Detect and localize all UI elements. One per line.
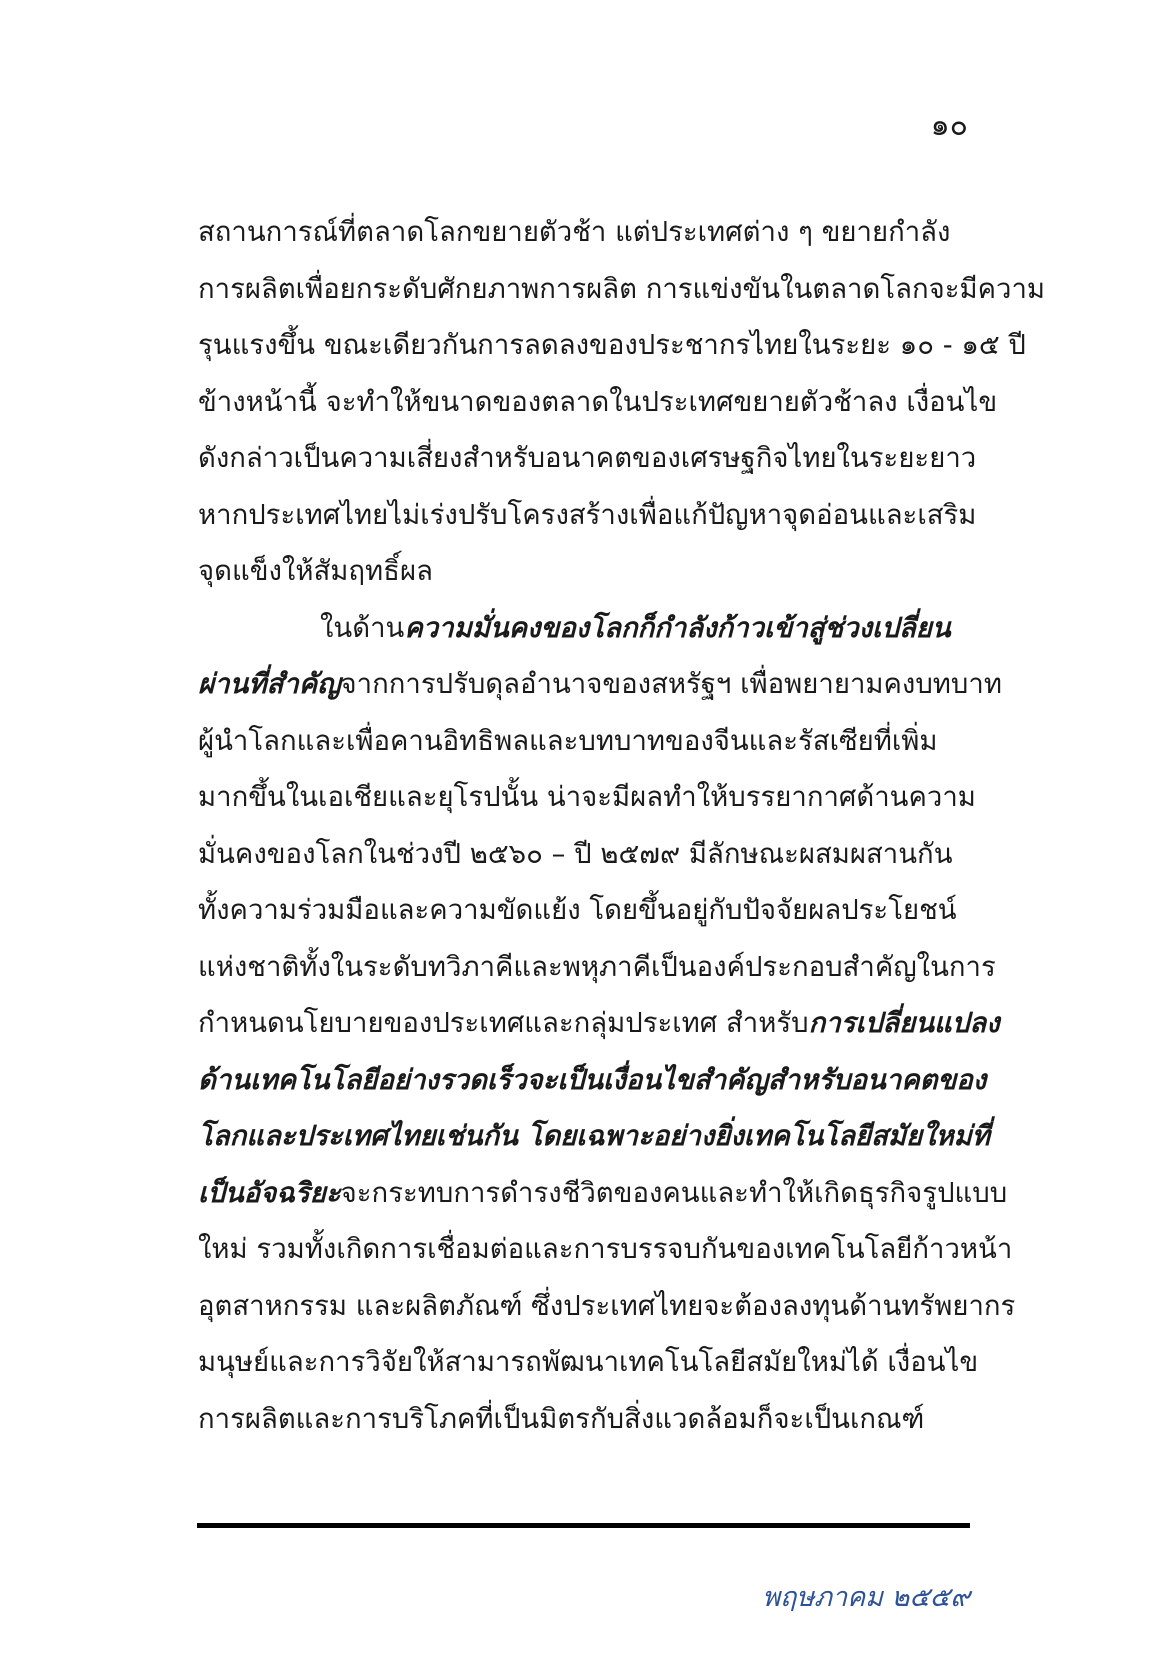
paragraph-2-text: จะกระทบการดำรงชีวิตของคนและทำให้เกิดธุรกิจรูปแบบ — [340, 1176, 1008, 1209]
paragraph-1-line-6: หากประเทศไทยไม่เร่งปรับโครงสร้างเพื่อแก้ปัญหาจุดอ่อนและเสริม — [198, 498, 977, 531]
emphasis-text: ความมั่นคงของโลกก็กำลังก้าวเข้าสู่ช่วงเปลี่ยน — [404, 611, 951, 644]
page-number: ๑๐ — [930, 108, 968, 143]
paragraph-2-line-5: มั่นคงของโลกในช่วงปี ๒๕๖๐ – ปี ๒๕๗๙ มีลักษณะผสมผสานกัน — [198, 837, 953, 870]
paragraph-2-line-11 — [198, 1165, 1008, 1222]
emphasis-text: ผ่านที่สำคัญ — [198, 668, 341, 700]
paragraph-2-text: ในด้าน — [320, 611, 405, 644]
paragraph-1-line-2: การผลิตเพื่อยกระดับศักยภาพการผลิต การแข่งขันในตลาดโลกจะมีความ — [198, 272, 1046, 305]
document-body — [198, 204, 1046, 1447]
footer-divider — [197, 1523, 970, 1528]
paragraph-2-line-10: โลกและประเทศไทยเช่นกัน โดยเฉพาะอย่างยิ่งเทคโนโลยีสมัยใหม่ที่ — [198, 1120, 990, 1152]
paragraph-2-line-6: ทั้งความร่วมมือและความขัดแย้ง โดยขึ้นอยู่กับปัจจัยผลประโยชน์ — [198, 894, 957, 926]
paragraph-1-line-7: จุดแข็งให้สัมฤทธิ์ผล — [198, 555, 433, 587]
paragraph-1-line-1: สถานการณ์ที่ตลาดโลกขยายตัวช้า แต่ประเทศต่าง ๆ ขยายกำลัง — [198, 216, 951, 248]
paragraph-2-line-13: อุตสาหกรรม และผลิตภัณฑ์ ซึ่งประเทศไทยจะต้องลงทุนด้านทรัพยากร — [198, 1289, 1016, 1322]
paragraph-2-line-7: แห่งชาติทั้งในระดับทวิภาคีและพหุภาคีเป็นองค์ประกอบสำคัญในการ — [198, 950, 996, 983]
paragraph-2-line-1 — [198, 600, 969, 657]
paragraph-2-line-2 — [198, 656, 1002, 713]
paragraph-2-line-15: การผลิตและการบริโภคที่เป็นมิตรกับสิ่งแวดล้อมก็จะเป็นเกณฑ์ — [198, 1402, 925, 1435]
paragraph-2-line-3: ผู้นำโลกและเพื่อคานอิทธิพลและบทบาทของจีนและรัสเซียที่เพิ่ม — [198, 724, 938, 757]
emphasis-text: การเปลี่ยนแปลง — [808, 1007, 1000, 1039]
paragraph-2-text: จากการปรับดุลอำนาจของสหรัฐฯ เพื่อพยายามคงบทบาท — [340, 668, 1002, 700]
paragraph-2-line-14: มนุษย์และการวิจัยให้สามารถพัฒนาเทคโนโลยีสมัยใหม่ได้ เงื่อนไข — [198, 1346, 979, 1378]
paragraph-2-line-4: มากขึ้นในเอเชียและยุโรปนั้น น่าจะมีผลทำให้บรรยากาศด้านความ — [198, 781, 976, 813]
paragraph-1-line-3: รุนแรงขึ้น ขณะเดียวกันการลดลงของประชากรไทยในระยะ ๑๐ - ๑๕ ปี — [198, 329, 1026, 361]
paragraph-1-line-5: ดังกล่าวเป็นความเสี่ยงสำหรับอนาคตของเศรษฐกิจไทยในระยะยาว — [198, 442, 977, 474]
footer-date: พฤษภาคม ๒๕๕๙ — [762, 1582, 970, 1613]
paragraph-2-line-8 — [198, 995, 1000, 1052]
paragraph-2-line-9: ด้านเทคโนโลยีอย่างรวดเร็วจะเป็นเงื่อนไขสำคัญสำหรับอนาคตของ — [198, 1063, 987, 1096]
paragraph-1-line-4: ข้างหน้านี้ จะทำให้ขนาดของตลาดในประเทศขยายตัวช้าลง เงื่อนไข — [198, 385, 998, 418]
emphasis-text: เป็นอัจฉริยะ — [198, 1176, 341, 1209]
paragraph-2-text: กำหนดนโยบายของประเทศและกลุ่มประเทศ สำหรับ — [198, 1007, 809, 1039]
paragraph-2-line-12: ใหม่ รวมทั้งเกิดการเชื่อมต่อและการบรรจบกันของเทคโนโลยีก้าวหน้า — [198, 1233, 1013, 1265]
